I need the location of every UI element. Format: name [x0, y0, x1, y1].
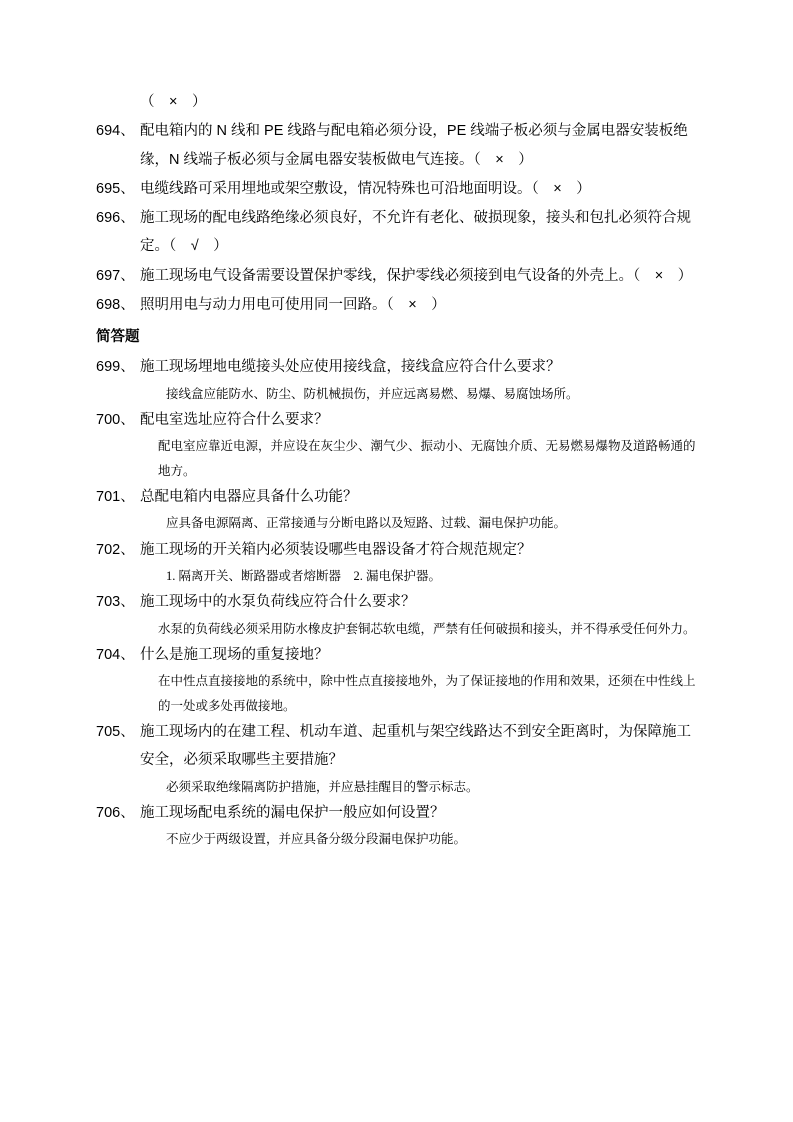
short-answer-answer: 不应少于两级设置，并应具备分级分段漏电保护功能。: [166, 832, 467, 847]
short-answer-question: [96, 799, 696, 827]
question-text: 什么是施工现场的重复接地？: [140, 646, 329, 663]
short-answer-item: [96, 406, 696, 483]
question-number: 698、: [96, 296, 135, 313]
short-answer-item: [96, 641, 696, 718]
question-number: 701、: [96, 489, 135, 506]
short-answer-item: [96, 588, 696, 641]
question-number: 699、: [96, 359, 135, 376]
short-answer-item: [96, 353, 696, 406]
short-answer-question: [96, 641, 696, 669]
document-content: [96, 88, 696, 852]
short-answer-question: [96, 406, 696, 434]
question-text: 配电室选址应符合什么要求？: [140, 412, 329, 429]
true-false-item: [96, 291, 696, 319]
true-false-item: [96, 262, 696, 290]
true-false-item: [96, 204, 696, 261]
question-number: 697、: [96, 267, 135, 284]
question-text: 电缆线路可采用埋地或架空敷设，情况特殊也可沿地面明设。（ × ）: [140, 180, 591, 197]
orphan-answer-mark: （ × ）: [140, 94, 207, 110]
question-number: 706、: [96, 804, 135, 821]
short-answer-question: [96, 536, 696, 564]
true-false-item: [96, 117, 696, 174]
question-number: 704、: [96, 646, 135, 663]
question-number: 696、: [96, 210, 135, 227]
question-text: 施工现场电气设备需要设置保护零线，保护零线必须接到电气设备的外壳上。（ × ）: [140, 267, 693, 284]
question-text: 施工现场的开关箱内必须装设哪些电器设备才符合规范规定？: [140, 541, 532, 558]
question-number: 702、: [96, 541, 135, 558]
question-text: 施工现场配电系统的漏电保护一般应如何设置？: [140, 804, 445, 821]
short-answer-item: [96, 483, 696, 536]
short-answer-question: [96, 353, 696, 381]
short-answer-answer: 应具备电源隔离、正常接通与分断电路以及短路、过载、漏电保护功能。: [166, 516, 567, 531]
short-answer-question: [96, 483, 696, 511]
question-text: 施工现场埋地电缆接头处应使用接线盒，接线盒应符合什么要求？: [140, 359, 561, 376]
short-answer-answer: 1. 隔离开关、断路器或者熔断器 2. 漏电保护器。: [166, 568, 442, 583]
short-answer-answer: 配电室应靠近电源，并应设在灰尘少、潮气少、振动小、无腐蚀介质、无易燃易爆物及道路畅通的地方。: [158, 439, 696, 478]
short-answer-item: [96, 536, 696, 589]
true-false-item: [96, 175, 696, 203]
question-number: 700、: [96, 412, 135, 429]
question-number: 703、: [96, 594, 135, 611]
short-answer-answer: 水泵的负荷线必须采用防水橡皮护套铜芯软电缆，严禁有任何破损和接头，并不得承受任何外力。: [158, 621, 696, 636]
question-text: 施工现场中的水泵负荷线应符合什么要求？: [140, 594, 416, 611]
short-answer-answer: 接线盒应能防水、防尘、防机械损伤，并应远离易燃、易爆、易腐蚀场所。: [166, 386, 579, 401]
short-answer-question: [96, 718, 696, 775]
question-text: 照明用电与动力用电可使用同一回路。（ × ）: [140, 296, 446, 313]
question-number: 694、: [96, 123, 135, 140]
question-text: 施工现场内的在建工程、机动车道、起重机与架空线路达不到安全距离时，为保障施工安全，必须采取哪些主要措施？: [140, 723, 691, 769]
short-answer-question: [96, 588, 696, 616]
question-text: 施工现场的配电线路绝缘必须良好，不允许有老化、破损现象，接头和包扎必须符合规定。（ √ ）: [140, 210, 691, 255]
question-number: 695、: [96, 180, 135, 197]
short-answer-answer: 在中性点直接接地的系统中，除中性点直接接地外，为了保证接地的作用和效果，还须在中性线上的一处或多处再做接地。: [158, 674, 696, 713]
question-number: 705、: [96, 723, 135, 740]
short-answer-item: [96, 799, 696, 852]
short-answer-item: [96, 718, 696, 799]
short-answer-answer: 必须采取绝缘隔离防护措施，并应悬挂醒目的警示标志。: [166, 779, 479, 794]
question-text: 配电箱内的 N 线和 PE 线路与配电箱必须分设，PE 线端子板必须与金属电器安装板绝缘，N 线端子板必须与金属电器安装板做电气连接。（ × ）: [140, 123, 688, 168]
section-heading: 简答题: [96, 329, 140, 346]
question-text: 总配电箱内电器应具备什么功能？: [140, 489, 358, 506]
